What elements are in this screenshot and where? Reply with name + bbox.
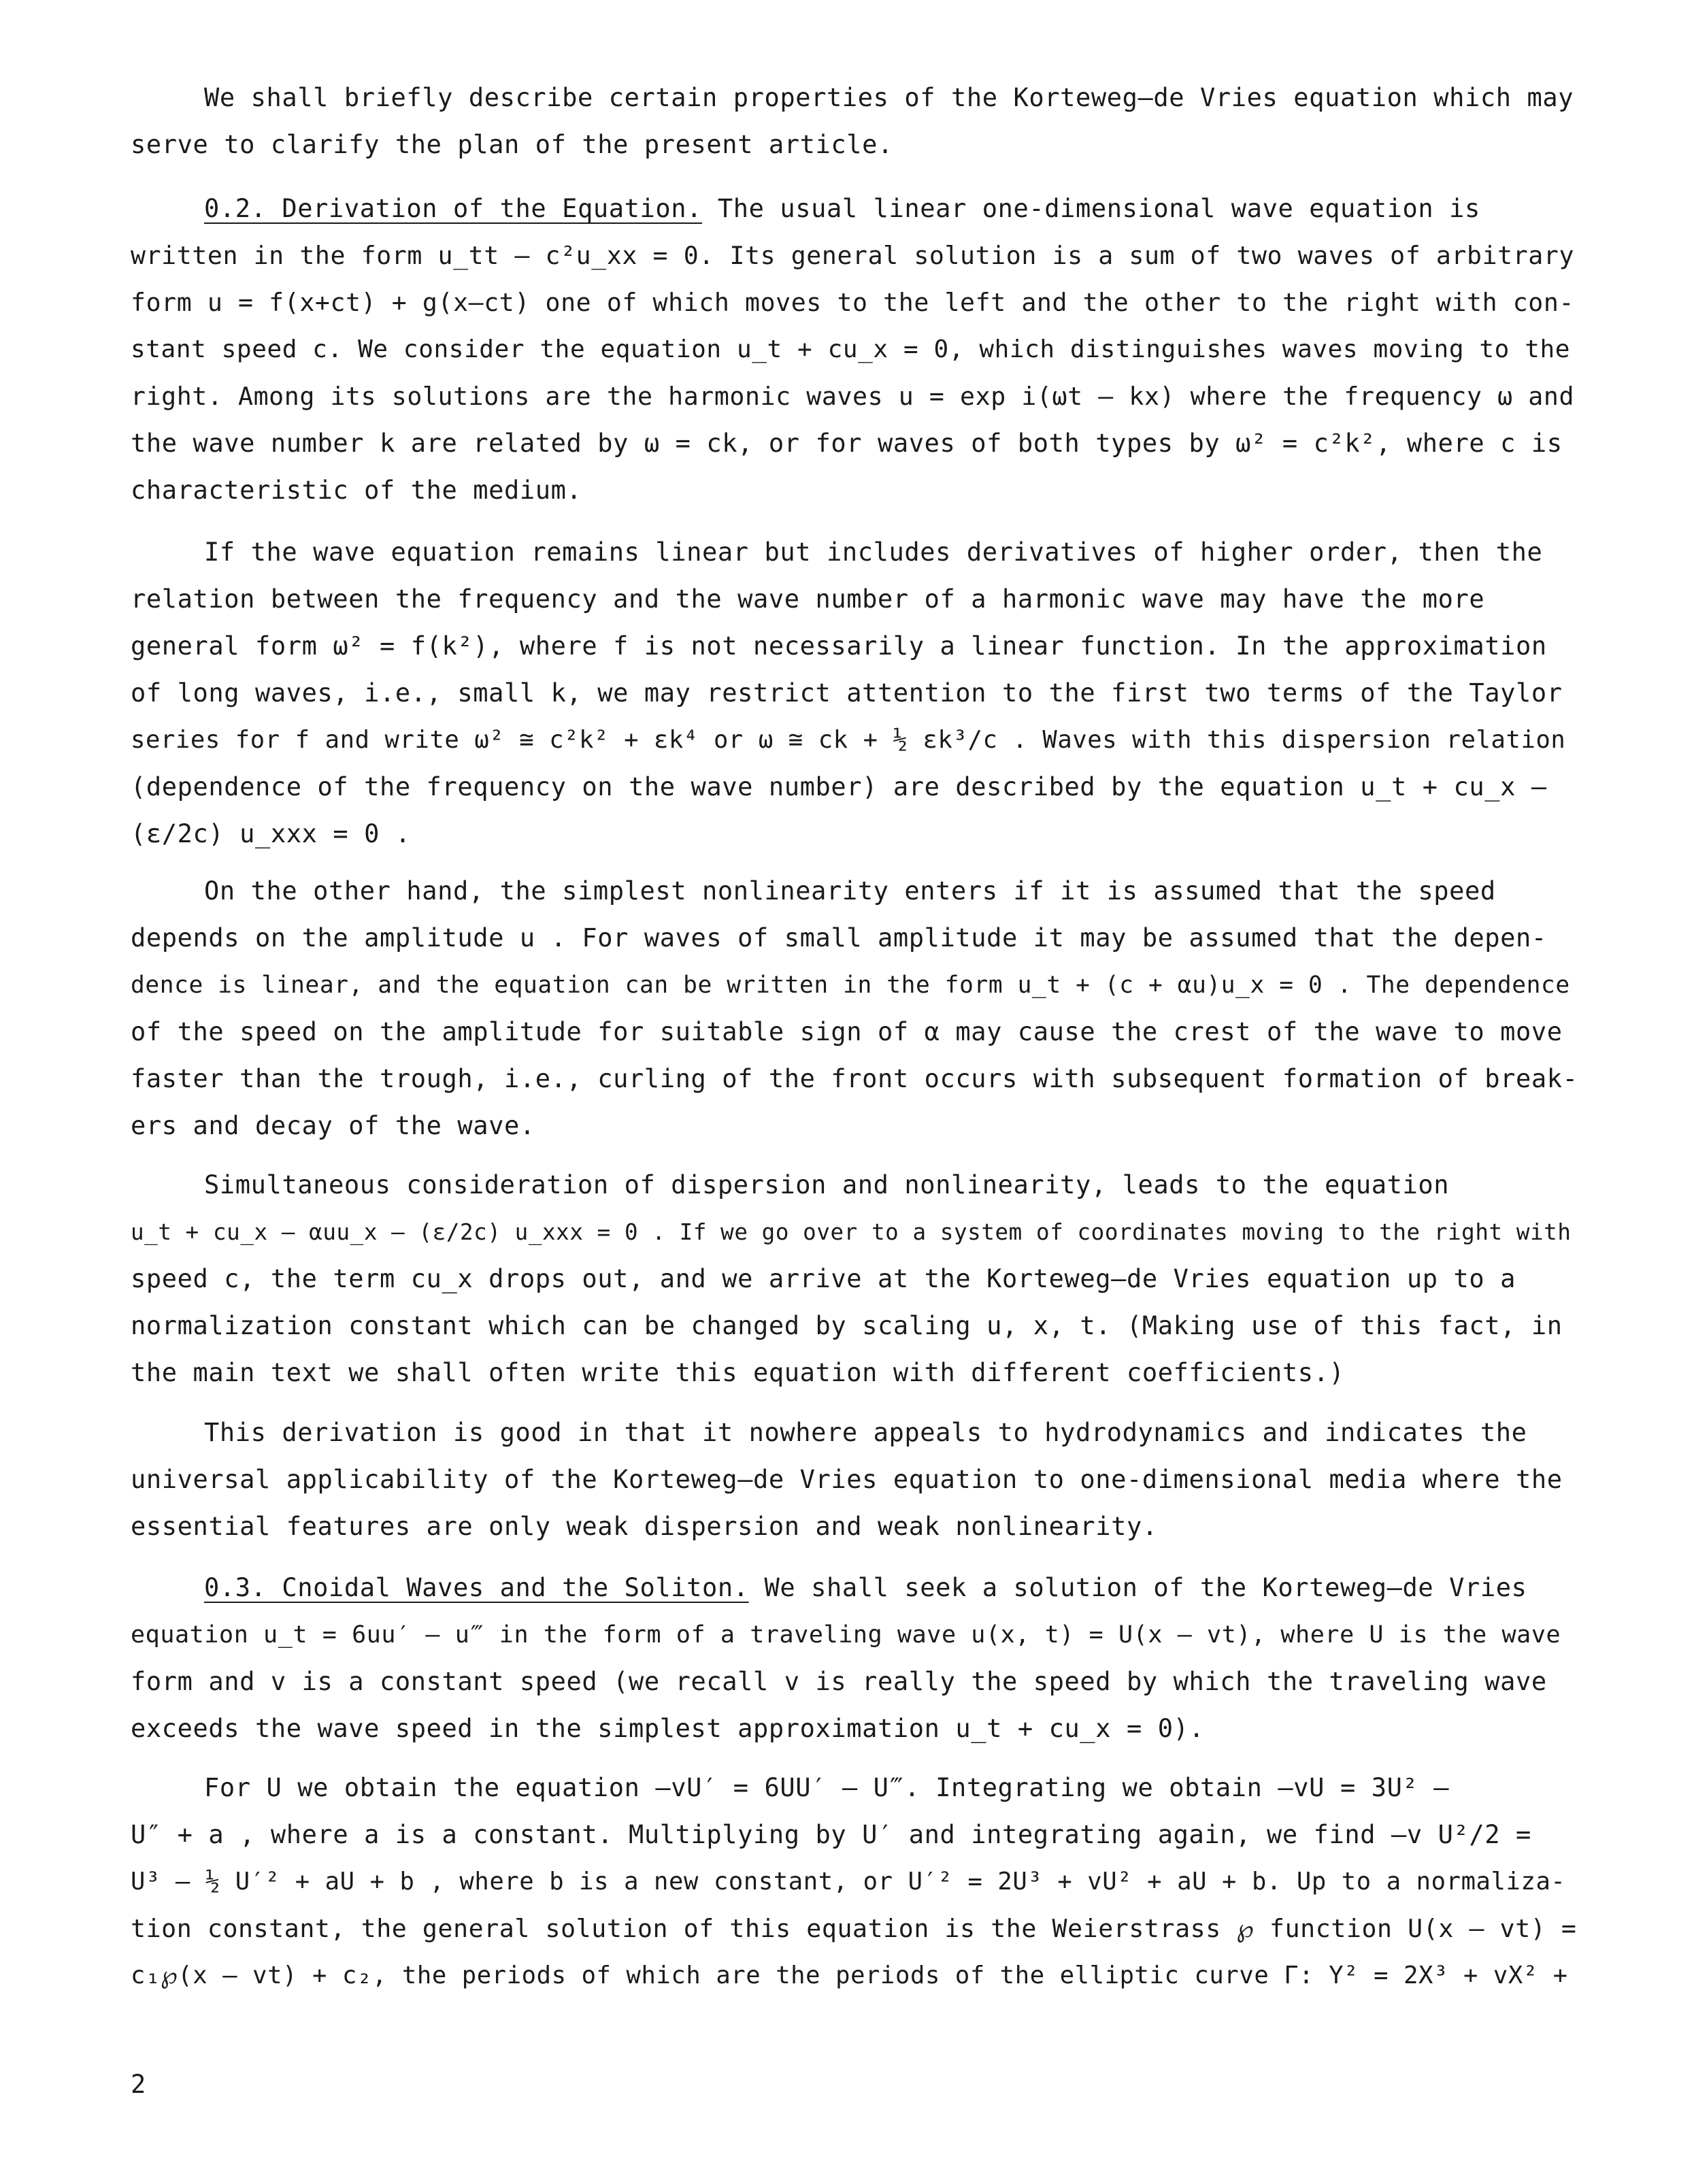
text-line: (ε/2c) u_xxx = 0 . bbox=[131, 819, 411, 848]
text-line: For U we obtain the equation –vU′ = 6UU′ – U‴. Integrating we obtain –vU = 3U² – bbox=[204, 1773, 1450, 1802]
text-line: form u = f(x+ct) + g(x–ct) one of which moves to the left and the other to the right with con- bbox=[131, 288, 1575, 317]
text-line: of long waves, i.e., small k, we may restrict attention to the first two terms of the Taylor bbox=[131, 678, 1563, 708]
text-line: exceeds the wave speed in the simplest approximation u_t + cu_x = 0). bbox=[131, 1714, 1205, 1743]
text-line: c₁℘(x – vt) + c₂, the periods of which are the periods of the elliptic curve Γ: Y² = 2X³ + vX² + bbox=[131, 1962, 1568, 1989]
text-line: equation u_t = 6uu′ – u‴ in the form of a traveling wave u(x, t) = U(x – vt), where U is the wave bbox=[131, 1621, 1561, 1649]
text-line: (dependence of the frequency on the wave number) are described by the equation u_t + cu_x – bbox=[131, 772, 1547, 801]
section-heading: 0.2. Derivation of the Equation. bbox=[204, 194, 703, 223]
text-line: If the wave equation remains linear but includes derivatives of higher order, then the bbox=[204, 537, 1543, 567]
text-line: universal applicability of the Korteweg–de Vries equation to one-dimensional media where the bbox=[131, 1465, 1563, 1494]
text-line: essential features are only weak dispersion and weak nonlinearity. bbox=[131, 1512, 1158, 1541]
text-line: written in the form u_tt – c²u_xx = 0. Its general solution is a sum of two waves of arbitrary bbox=[131, 241, 1575, 270]
text-line: U³ – ½ U′² + aU + b , where b is a new constant, or U′² = 2U³ + vU² + aU + b. Up to a normaliza- bbox=[131, 1868, 1566, 1896]
text-line: This derivation is good in that it nowhere appeals to hydrodynamics and indicates the bbox=[204, 1418, 1527, 1447]
section-heading-line: 0.3. Cnoidal Waves and the Soliton. We shall seek a solution of the Korteweg–de Vries bbox=[204, 1573, 1527, 1602]
text-line: stant speed c. We consider the equation u_t + cu_x = 0, which distinguishes waves moving to the bbox=[131, 335, 1571, 363]
text-line: dence is linear, and the equation can be written in the form u_t + (c + αu)u_x = 0 . The dependence bbox=[131, 972, 1570, 999]
text-line: the wave number k are related by ω = ck, or for waves of both types by ω² = c²k², where c is bbox=[131, 429, 1563, 458]
text-line: the main text we shall often write this equation with different coefficients.) bbox=[131, 1358, 1345, 1387]
text-line: ers and decay of the wave. bbox=[131, 1111, 535, 1140]
text-line: speed c, the term cu_x drops out, and we arrive at the Korteweg–de Vries equation up to a bbox=[131, 1264, 1516, 1293]
text-line: of the speed on the amplitude for suitable sign of α may cause the crest of the wave to move bbox=[131, 1017, 1563, 1046]
text-line: serve to clarify the plan of the present article. bbox=[131, 130, 893, 159]
text-line: characteristic of the medium. bbox=[131, 476, 582, 505]
text-line: series for f and write ω² ≅ c²k² + εk⁴ or ω ≅ ck + ½ εk³/c . Waves with this dispersion relation bbox=[131, 726, 1566, 754]
text-line: On the other hand, the simplest nonlinearity enters if it is assumed that the speed bbox=[204, 876, 1496, 906]
text-line: general form ω² = f(k²), where f is not necessarily a linear function. In the approximation bbox=[131, 631, 1547, 661]
text-line: normalization constant which can be changed by scaling u, x, t. (Making use of this fact, in bbox=[131, 1311, 1563, 1340]
text-line: relation between the frequency and the wave number of a harmonic wave may have the more bbox=[131, 584, 1485, 614]
text-line: tion constant, the general solution of this equation is the Weierstrass ℘ function U(x – vt) = bbox=[131, 1914, 1577, 1943]
text-line: u_t + cu_x – αuu_x – (ε/2c) u_xxx = 0 . If we go over to a system of coordinates moving to the right with bbox=[131, 1219, 1572, 1245]
text-line: form and v is a constant speed (we recall v is really the speed by which the traveling wave bbox=[131, 1667, 1547, 1696]
section-heading-line: 0.2. Derivation of the Equation. The usual linear one-dimensional wave equation is bbox=[204, 194, 1480, 223]
text-line: depends on the amplitude u . For waves of small amplitude it may be assumed that the depen- bbox=[131, 923, 1547, 953]
text-line: right. Among its solutions are the harmonic waves u = exp i(ωt – kx) where the frequency ω and bbox=[131, 382, 1575, 411]
section-heading: 0.3. Cnoidal Waves and the Soliton. bbox=[204, 1573, 749, 1602]
text-line: Simultaneous consideration of dispersion and nonlinearity, leads to the equation bbox=[204, 1170, 1450, 1199]
text-line: U″ + a , where a is a constant. Multiplying by U′ and integrating again, we find –v U²/2 = bbox=[131, 1820, 1531, 1849]
text-line: faster than the trough, i.e., curling of the front occurs with subsequent formation of break- bbox=[131, 1064, 1578, 1093]
text-line: We shall briefly describe certain properties of the Korteweg–de Vries equation which may bbox=[204, 83, 1574, 112]
page-number: 2 bbox=[131, 2070, 146, 2099]
